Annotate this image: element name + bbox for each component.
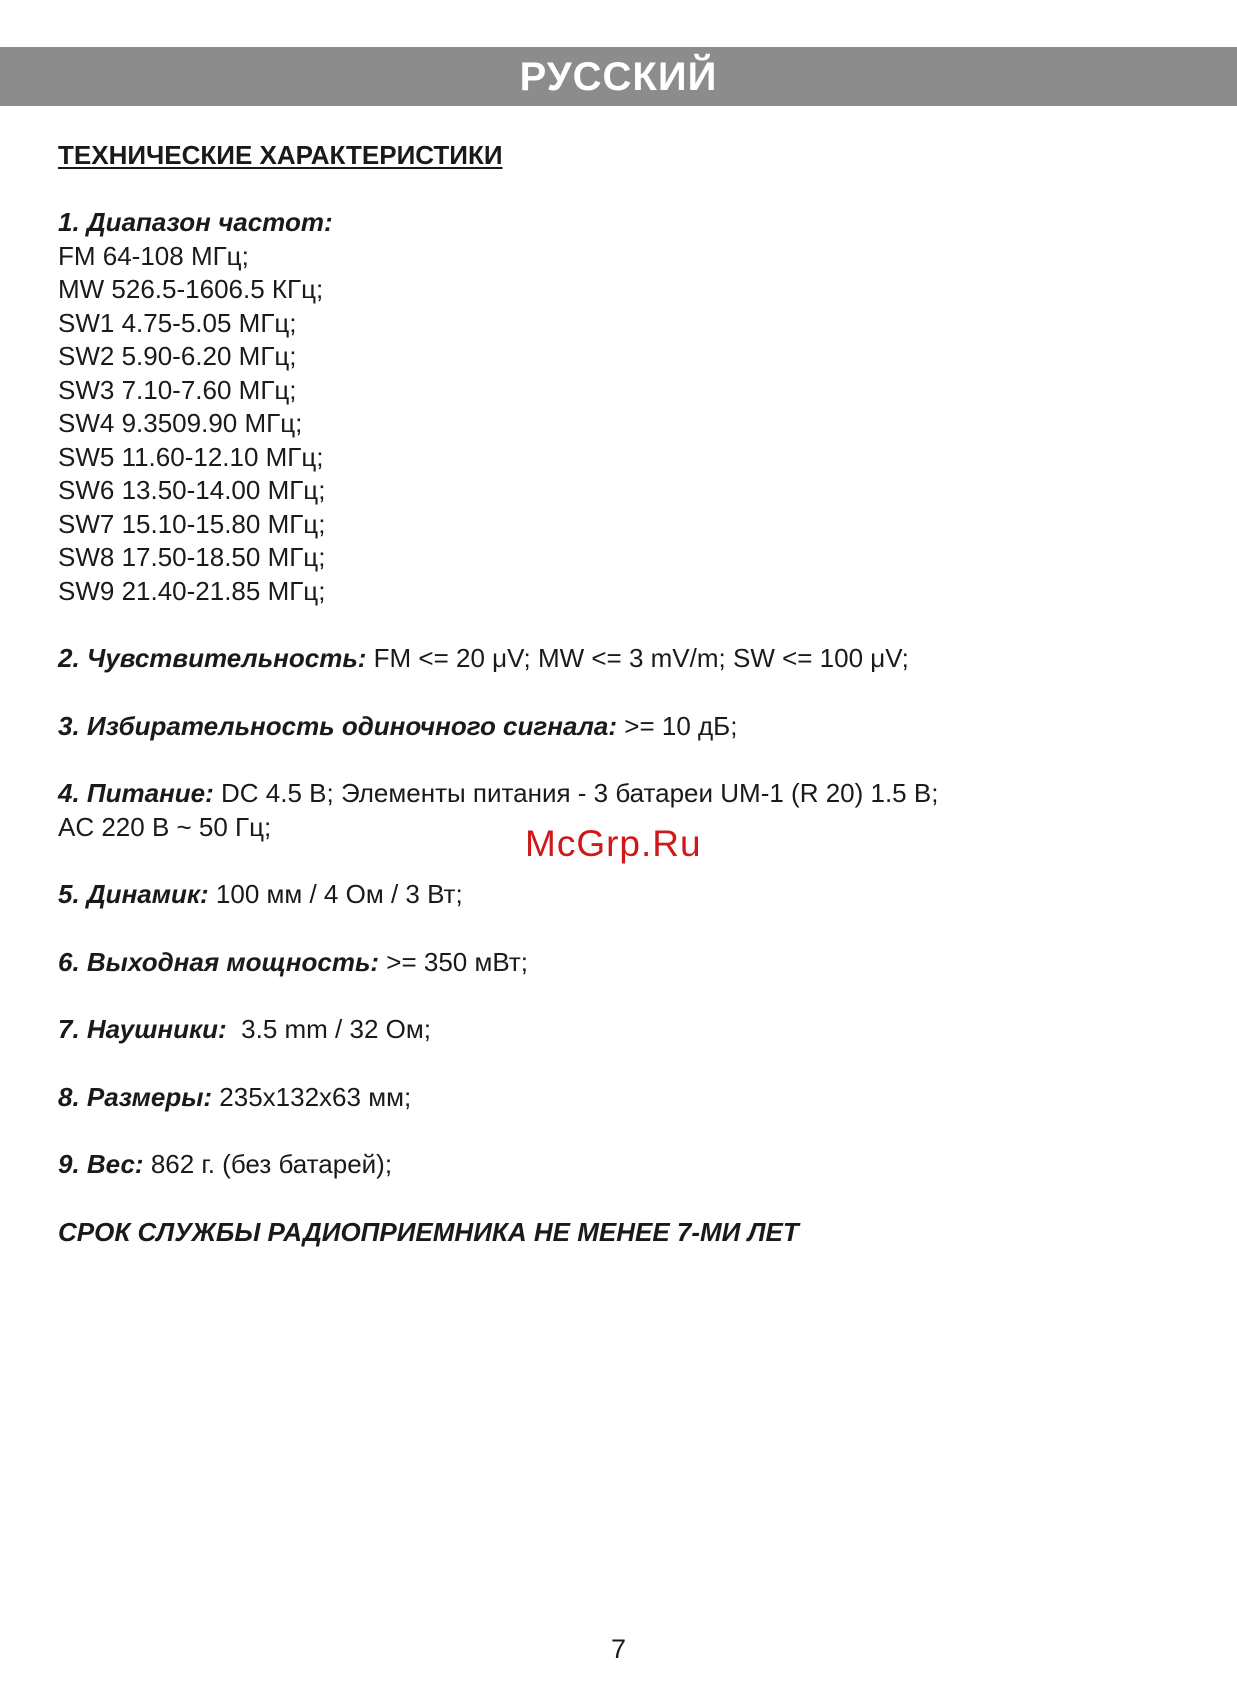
selectivity-value: >= 10 дБ; <box>617 710 738 741</box>
weight-label: 9. Вес: <box>58 1149 144 1179</box>
output-power-label: 6. Выходная мощность: <box>58 946 380 977</box>
headphones-spec <box>58 1013 1178 1047</box>
frequency-band-item: SW7 15.10-15.80 МГц; <box>58 508 326 539</box>
frequency-band-list <box>58 240 1178 609</box>
selectivity-label: 3. Избирательность одиночного сигнала: <box>58 710 618 741</box>
frequency-band-item: SW1 4.75-5.05 МГц; <box>58 307 297 338</box>
sensitivity-label: 2. Чувствительность: <box>58 643 367 673</box>
speaker-label: 5. Динамик: <box>58 879 209 909</box>
frequency-band-item: SW5 11.60-12.10 МГц; <box>58 441 324 472</box>
frequency-band-item: SW8 17.50-18.50 МГц; <box>58 542 326 572</box>
frequency-range-label: 1. Диапазон частот: <box>58 207 333 237</box>
selectivity-spec <box>58 710 1178 744</box>
frequency-range-block <box>58 206 1178 608</box>
headphones-label: 7. Наушники: <box>58 1014 227 1044</box>
speaker-spec <box>58 878 1178 912</box>
sensitivity-value: FM <= 20 μV; MW <= 3 mV/m; SW <= 100 μV; <box>366 643 909 673</box>
frequency-band-item: FM 64-108 МГц; <box>58 240 249 271</box>
language-banner <box>0 47 1237 106</box>
dimensions-spec <box>58 1081 1178 1115</box>
language-title: РУССКИЙ <box>519 55 718 99</box>
output-power-spec <box>58 946 1178 980</box>
dimensions-label: 8. Размеры: <box>58 1081 213 1112</box>
power-label: 4. Питание: <box>58 778 214 808</box>
headphones-value: 3.5 mm / 32 Ом; <box>226 1014 431 1044</box>
sensitivity-spec <box>58 642 1178 676</box>
power-value-line2: AC 220 В ~ 50 Гц; <box>58 811 272 842</box>
power-value: DC 4.5 В; Элементы питания - 3 батареи UM-1 (R 20) 1.5 В; <box>213 778 939 808</box>
weight-spec <box>58 1148 1178 1182</box>
spec-content <box>58 138 1178 1249</box>
frequency-band-item: SW4 9.3509.90 МГц; <box>58 408 303 438</box>
frequency-band-item: SW3 7.10-7.60 МГц; <box>58 374 297 405</box>
frequency-band-item: SW9 21.40-21.85 МГц; <box>58 575 326 606</box>
page-number: 7 <box>610 1634 627 1664</box>
output-power-value: >= 350 мВт; <box>379 946 528 977</box>
frequency-band-item: MW 526.5-1606.5 КГц; <box>58 274 324 304</box>
service-life-note: СРОК СЛУЖБЫ РАДИОПРИЕМНИКА НЕ МЕНЕЕ 7-МИ ЛЕТ <box>58 1216 799 1247</box>
frequency-band-item: SW2 5.90-6.20 МГц; <box>58 341 297 371</box>
watermark-text: McGrp.Ru <box>525 823 702 864</box>
section-title: ТЕХНИЧЕСКИЕ ХАРАКТЕРИСТИКИ <box>58 140 503 170</box>
frequency-band-item: SW6 13.50-14.00 МГц; <box>58 475 326 505</box>
dimensions-value: 235x132x63 мм; <box>212 1081 412 1112</box>
weight-value: 862 г. (без батарей); <box>143 1149 393 1179</box>
speaker-value: 100 мм / 4 Ом / 3 Вт; <box>208 879 463 909</box>
